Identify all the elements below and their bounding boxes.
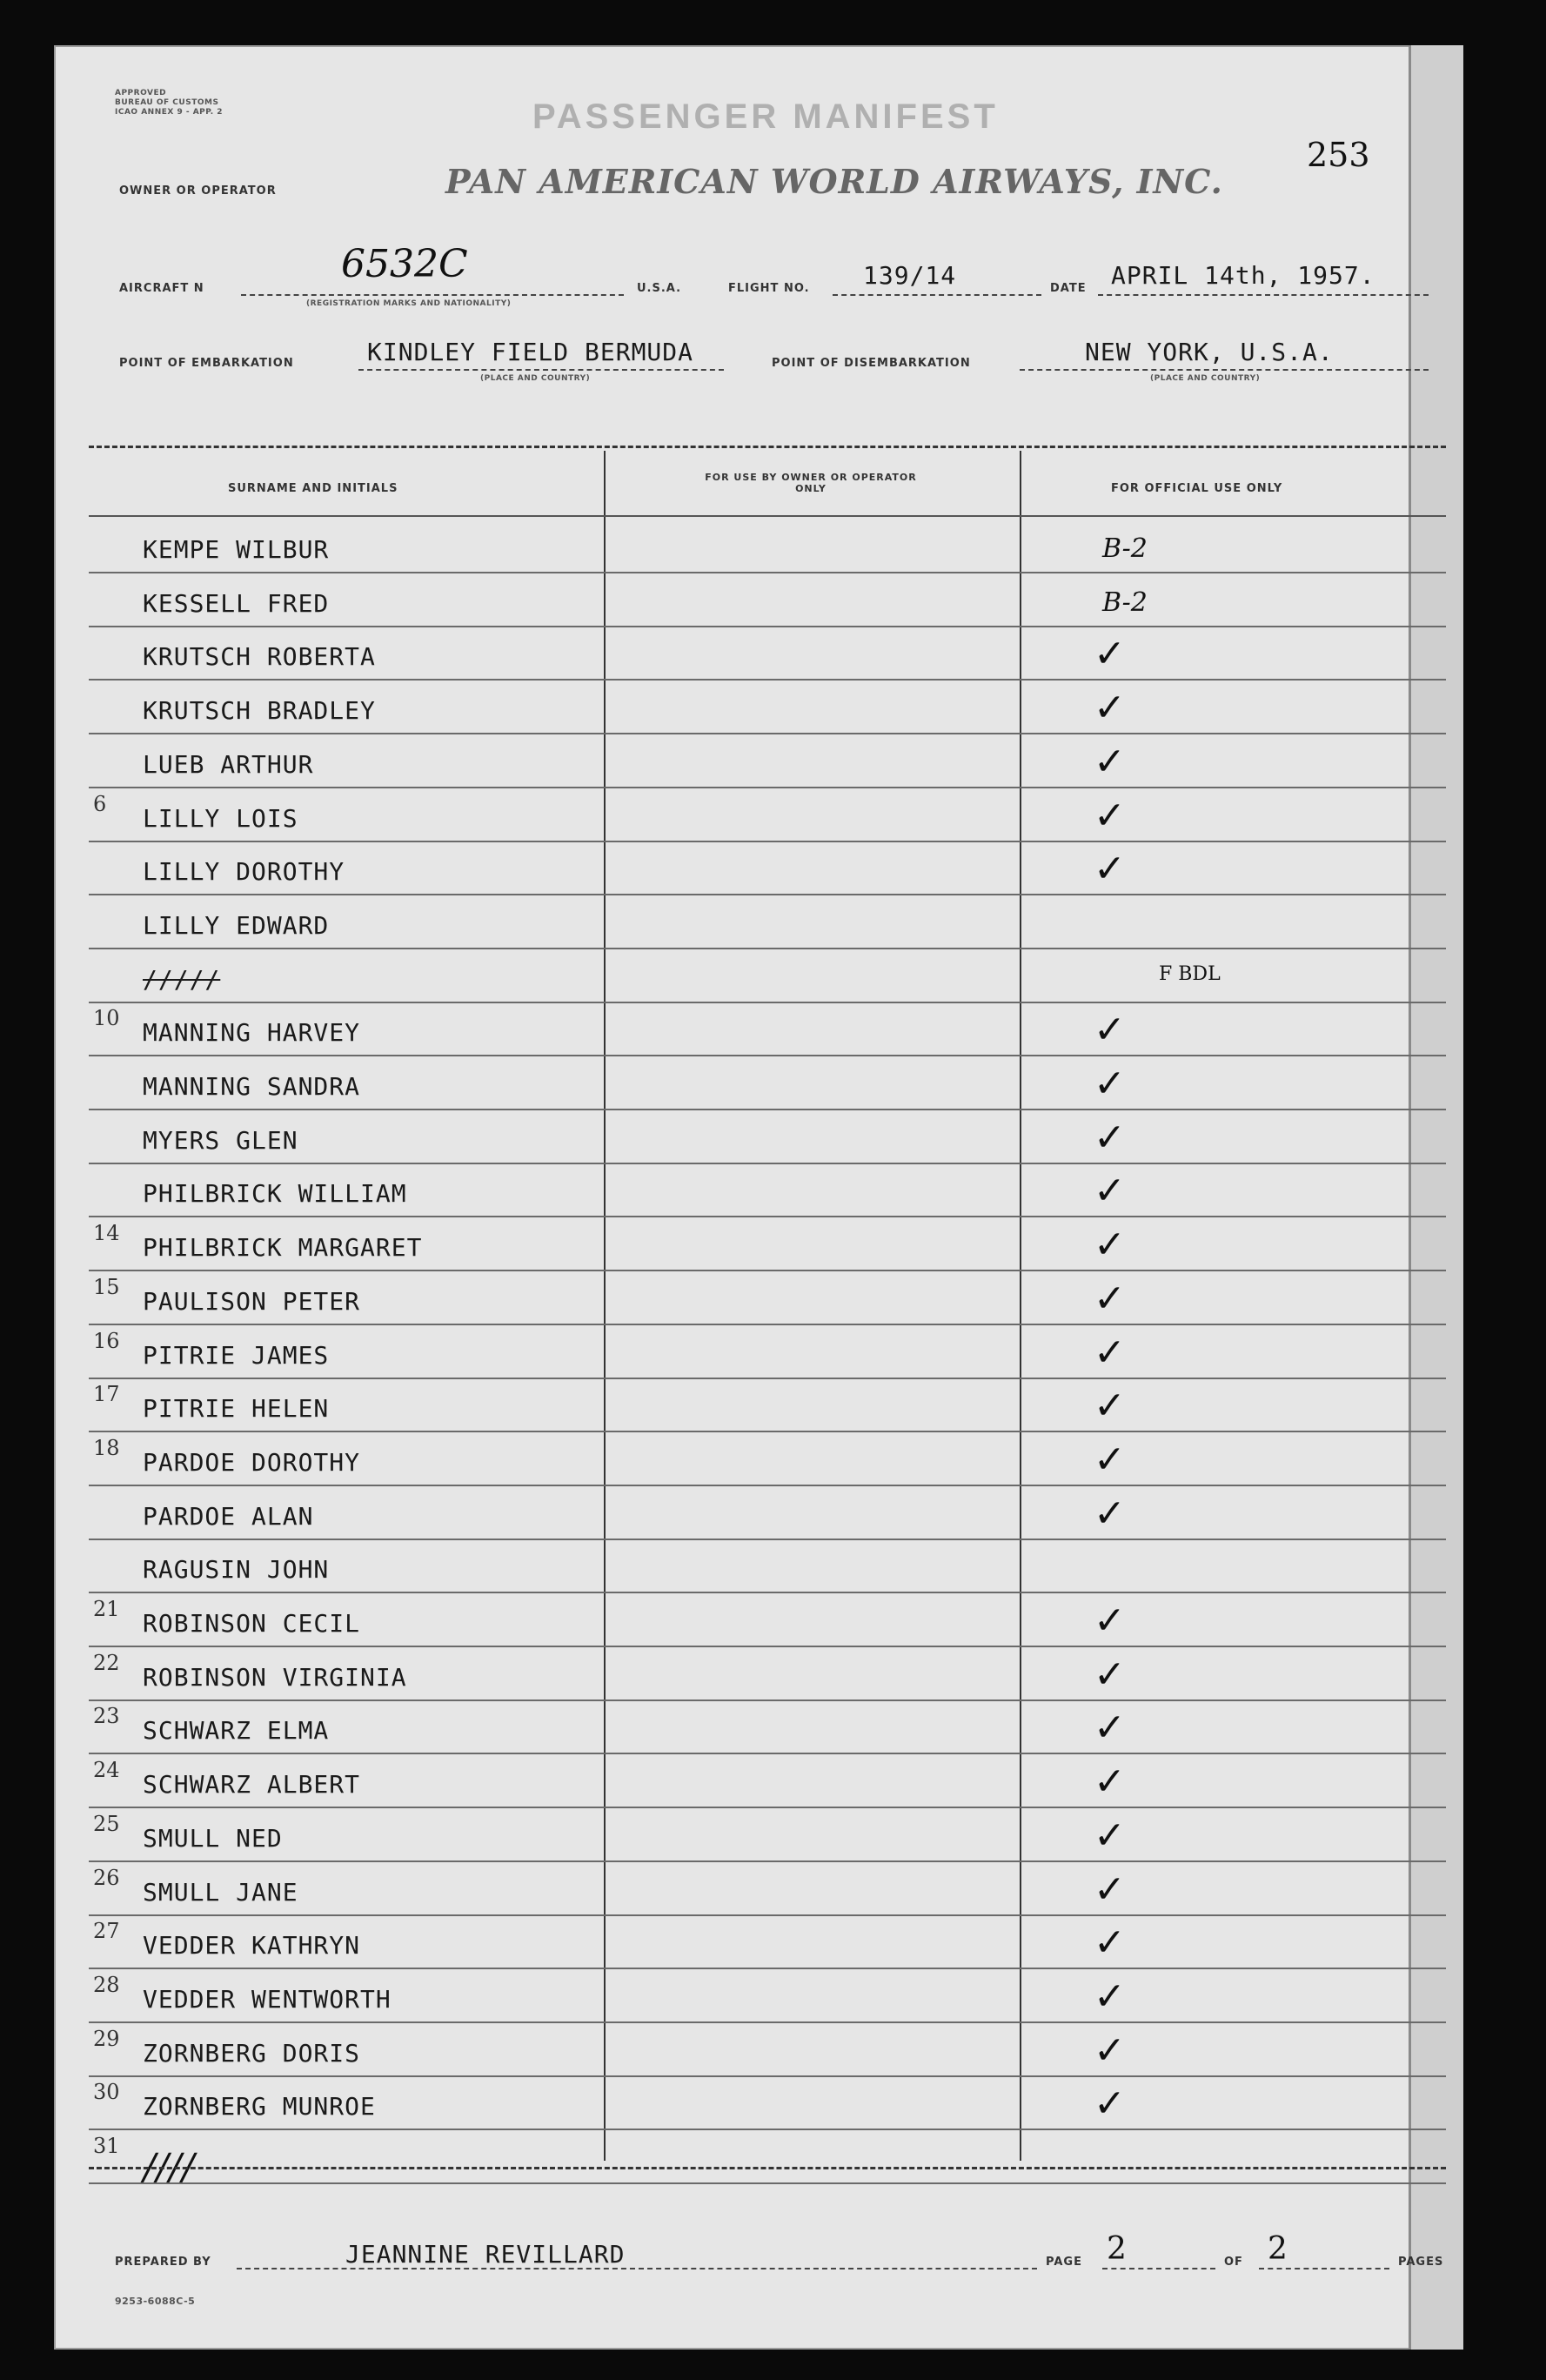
row-number: 16 <box>93 1328 120 1353</box>
official-mark: ✓ <box>1094 632 1126 677</box>
row-rule <box>89 626 1446 627</box>
row-rule <box>89 679 1446 680</box>
of-underline <box>1259 2268 1389 2269</box>
row-rule <box>89 1055 1446 1056</box>
aircraft-underline <box>241 294 624 296</box>
passenger-name: RAGUSIN JOHN <box>143 1555 330 1585</box>
flight-number: 139/14 <box>863 261 957 290</box>
official-mark: ✓ <box>1094 1652 1126 1697</box>
column-divider-2 <box>1020 451 1021 2161</box>
official-mark: ✓ <box>1094 739 1126 784</box>
passenger-name: PHILBRICK WILLIAM <box>143 1179 407 1209</box>
disembark-note: (PLACE AND COUNTRY) <box>1150 374 1261 383</box>
passenger-name: SMULL JANE <box>143 1877 298 1907</box>
row-rule <box>89 1700 1446 1701</box>
passenger-name: KRUTSCH BRADLEY <box>143 696 376 726</box>
row-rule <box>89 894 1446 895</box>
passenger-name: MANNING SANDRA <box>143 1072 361 1101</box>
row-number: 14 <box>93 1221 120 1246</box>
column-header-owner: FOR USE BY OWNER OR OPERATOR ONLY <box>705 472 917 494</box>
passenger-name: ROBINSON VIRGINIA <box>143 1662 407 1692</box>
disembark-label: POINT OF DISEMBARKATION <box>772 357 971 370</box>
official-mark: B-2 <box>1102 587 1148 618</box>
row-rule <box>89 2021 1446 2023</box>
official-mark: ✓ <box>1094 1867 1126 1912</box>
row-rule <box>89 733 1446 734</box>
row-rule <box>89 2182 1446 2184</box>
disembark-place: NEW YORK, U.S.A. <box>1085 338 1334 366</box>
page-underline <box>1102 2268 1215 2269</box>
page-value: 2 <box>1107 2231 1127 2267</box>
row-rule <box>89 1485 1446 1486</box>
passenger-name: ZORNBERG DORIS <box>143 2038 361 2068</box>
embark-label: POINT OF EMBARKATION <box>119 357 294 370</box>
official-mark: ✓ <box>1094 1813 1126 1858</box>
row-number: 24 <box>93 1758 120 1783</box>
official-mark: ✓ <box>1094 1276 1126 1321</box>
of-label: OF <box>1224 2256 1243 2269</box>
table-bottom-rule <box>89 2167 1446 2169</box>
row-number: 27 <box>93 1919 120 1944</box>
official-mark: F BDL <box>1159 962 1221 985</box>
official-mark: ✓ <box>1094 1491 1126 1536</box>
official-mark: ✓ <box>1094 1706 1126 1751</box>
passenger-name: LILLY EDWARD <box>143 910 330 940</box>
aircraft-label: AIRCRAFT N <box>119 282 204 295</box>
passenger-name: LILLY LOIS <box>143 803 298 833</box>
official-mark: ✓ <box>1094 793 1126 838</box>
embark-note: (PLACE AND COUNTRY) <box>480 374 591 383</box>
manifest-sheet <box>54 45 1463 2350</box>
flight-underline <box>833 294 1041 296</box>
passenger-name: LILLY DOROTHY <box>143 857 345 887</box>
official-mark: ✓ <box>1094 1223 1126 1268</box>
row-rule <box>89 1378 1446 1379</box>
prepared-label: PREPARED BY <box>115 2256 211 2269</box>
row-number: 28 <box>93 1972 120 1997</box>
row-rule <box>89 1860 1446 1862</box>
row-number: 21 <box>93 1597 120 1621</box>
page-number: 253 <box>1307 136 1370 174</box>
date-underline <box>1098 294 1429 296</box>
official-mark: ✓ <box>1094 1437 1126 1482</box>
official-mark: ✓ <box>1094 1760 1126 1805</box>
passenger-name: PARDOE ALAN <box>143 1501 314 1531</box>
row-rule <box>89 1109 1446 1110</box>
row-rule <box>89 948 1446 949</box>
approval-line-3: ICAO ANNEX 9 - APP. 2 <box>115 108 224 117</box>
passenger-name: PITRIE HELEN <box>143 1394 330 1424</box>
passenger-name: VEDDER WENTWORTH <box>143 1984 392 2014</box>
row-rule <box>89 1646 1446 1647</box>
row-number: 25 <box>93 1811 120 1836</box>
official-mark: ✓ <box>1094 1008 1126 1053</box>
column-header-surname: SURNAME AND INITIALS <box>228 482 398 495</box>
row-number: 31 <box>93 2134 120 2158</box>
passenger-name: PAULISON PETER <box>143 1286 361 1316</box>
official-mark: ✓ <box>1094 2082 1126 2127</box>
passenger-name: SCHWARZ ELMA <box>143 1716 330 1746</box>
table-top-rule <box>89 446 1446 448</box>
row-number: 23 <box>93 1704 120 1729</box>
official-mark: ✓ <box>1094 1599 1126 1643</box>
passenger-name: PITRIE JAMES <box>143 1340 330 1370</box>
owner-label: OWNER OR OPERATOR <box>119 184 277 198</box>
official-mark: ✓ <box>1094 2028 1126 2073</box>
passenger-name: VEDDER KATHRYN <box>143 1931 361 1961</box>
row-number: 15 <box>93 1274 120 1299</box>
row-rule <box>89 841 1446 842</box>
approval-stamp <box>115 89 223 117</box>
row-rule <box>89 1324 1446 1325</box>
usa-label: U.S.A. <box>637 282 682 295</box>
pages-label: PAGES <box>1398 2256 1444 2269</box>
passenger-name: ///// <box>143 964 221 994</box>
row-number: 17 <box>93 1382 120 1407</box>
row-rule <box>89 1968 1446 1969</box>
aircraft-number: 6532C <box>341 242 468 286</box>
sheet-edge <box>1409 45 1463 2350</box>
date-label: DATE <box>1050 282 1087 295</box>
official-mark: ✓ <box>1094 1330 1126 1375</box>
passenger-name: LUEB ARTHUR <box>143 749 314 779</box>
page-title: PASSENGER MANIFEST <box>532 97 999 136</box>
official-mark: ✓ <box>1094 1115 1126 1160</box>
official-mark: ✓ <box>1094 1384 1126 1429</box>
flight-label: FLIGHT NO. <box>728 282 810 295</box>
passenger-name: //// <box>143 2146 195 2190</box>
passenger-name: KEMPE WILBUR <box>143 535 330 564</box>
passenger-name: KRUTSCH ROBERTA <box>143 642 376 672</box>
prepared-by: JEANNINE REVILLARD <box>345 2240 626 2269</box>
official-mark: ✓ <box>1094 686 1126 731</box>
row-rule <box>89 787 1446 788</box>
approval-line-2: BUREAU OF CUSTOMS <box>115 98 219 107</box>
of-value: 2 <box>1268 2231 1288 2267</box>
embark-place: KINDLEY FIELD BERMUDA <box>367 338 694 366</box>
registration-note: (REGISTRATION MARKS AND NATIONALITY) <box>306 299 512 308</box>
row-rule <box>89 1914 1446 1916</box>
row-rule <box>89 1270 1446 1271</box>
owner-name: PAN AMERICAN WORLD AIRWAYS, INC. <box>445 162 1223 201</box>
row-rule <box>89 1002 1446 1003</box>
official-mark: B-2 <box>1102 533 1148 564</box>
passenger-name: SMULL NED <box>143 1823 283 1853</box>
row-rule <box>89 1592 1446 1593</box>
official-mark: ✓ <box>1094 1974 1126 2019</box>
row-number: 30 <box>93 2080 120 2105</box>
flight-date: APRIL 14th, 1957. <box>1111 261 1375 290</box>
row-rule <box>89 1163 1446 1164</box>
row-number: 26 <box>93 1865 120 1890</box>
row-number: 29 <box>93 2026 120 2051</box>
row-number: 10 <box>93 1006 120 1031</box>
column-header-official: FOR OFFICIAL USE ONLY <box>1111 482 1283 495</box>
row-rule <box>89 2075 1446 2077</box>
passenger-name: PHILBRICK MARGARET <box>143 1233 423 1263</box>
official-mark: ✓ <box>1094 1062 1126 1106</box>
row-number: 6 <box>93 791 107 816</box>
passenger-name: MANNING HARVEY <box>143 1018 361 1048</box>
official-mark: ✓ <box>1094 1921 1126 1966</box>
row-rule <box>89 572 1446 573</box>
passenger-name: SCHWARZ ALBERT <box>143 1770 361 1800</box>
official-mark: ✓ <box>1094 1169 1126 1214</box>
passenger-name: MYERS GLEN <box>143 1125 298 1155</box>
disembark-underline <box>1020 369 1429 371</box>
row-number: 22 <box>93 1650 120 1675</box>
passenger-name: ZORNBERG MUNROE <box>143 2092 376 2122</box>
page-label: PAGE <box>1046 2256 1082 2269</box>
form-number: 9253-6088C-5 <box>115 2296 196 2307</box>
official-mark: ✓ <box>1094 847 1126 892</box>
passenger-name: PARDOE DOROTHY <box>143 1447 361 1477</box>
header-rule <box>89 515 1446 517</box>
row-rule <box>89 1753 1446 1754</box>
row-rule <box>89 1216 1446 1217</box>
passenger-name: ROBINSON CECIL <box>143 1609 361 1638</box>
passenger-name: KESSELL FRED <box>143 588 330 618</box>
embark-underline <box>358 369 724 371</box>
row-rule <box>89 2129 1446 2130</box>
column-divider-1 <box>604 451 606 2161</box>
row-rule <box>89 1431 1446 1432</box>
approval-line-1: APPROVED <box>115 89 167 97</box>
row-number: 18 <box>93 1435 120 1460</box>
row-rule <box>89 1539 1446 1540</box>
row-rule <box>89 1807 1446 1808</box>
